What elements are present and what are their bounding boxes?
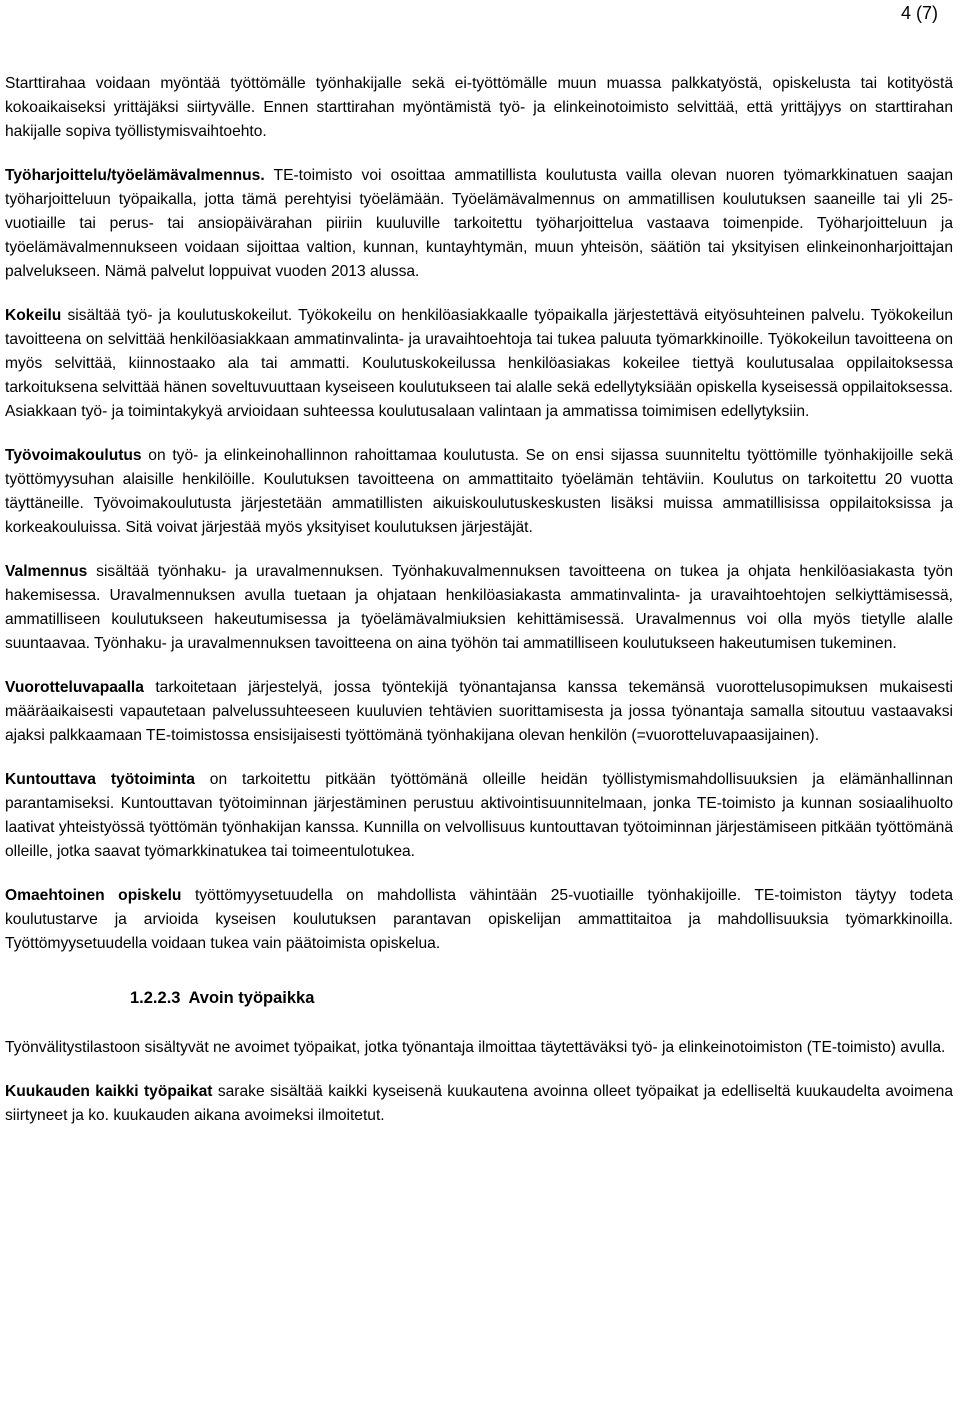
- paragraph-kokeilu: [5, 304, 953, 424]
- paragraph-kuukauden-tyopaikat: [5, 1080, 953, 1128]
- paragraph-tyoharjoittelu: [5, 164, 953, 284]
- paragraph-text: sarake sisältää kaikki kyseisenä kuukautena avoinna olleet työpaikat ja edelliseltä kuukaudelta avoimena siirtyneet ja ko. kuukauden aikana avoimeksi ilmoitetut.: [5, 1083, 953, 1124]
- paragraph-term: Valmennus: [5, 563, 88, 580]
- paragraph-text: on työ- ja elinkeinohallinnon rahoittamaa koulutusta. Se on ensi sijassa suunniteltu työttömille työnhakijoille sekä työttömyysuhan alaisille henkilöille. Koulutuksen tavoitteena on ammattitaito työelämän tehtäviin. Koulutus on tarkoitettu 20 vuotta täyttäneille. Työvoimakoulutusta järjestetään ammatillisten aikuiskoulutuskeskusten lisäksi muissa ammatillisissa oppilaitoksissa ja korkeakouluissa. Sitä voivat järjestää myös yksityiset koulutuksen järjestäjät.: [5, 447, 953, 536]
- paragraph-text: sisältää työ- ja koulutuskokeilut. Työkokeilu on henkilöasiakkaalle työpaikalla järjestettävä eityösuhteinen palvelu. Työkokeilun tavoitteena on selvittää henkilöasiakkaan ammatinvalinta- ja uravaihtoehtoja tai tukea paluuta työmarkkinoille. Työkokeilun tavoitteena on myös selvittää, kiinnostaako ala tai ammatti. Koulutuskokeilussa henkilöasiakas kokeilee tiettyä koulutusalaa oppilaitoksessa tarkoituksena selvittää hänen soveltuvuuttaan kyseiseen koulutukseen tai alalle sekä edellytyksiään opiskella kyseisessä oppilaitoksessa. Asiakkaan työ- ja toimintakykyä arvioidaan suhteessa koulutusalaan valintaan ja ammatissa toimimisen edellytyksiin.: [5, 307, 953, 420]
- paragraph-text: TE-toimisto voi osoittaa ammatillista koulutusta vailla olevan nuoren työmarkkinatuen saajan työharjoitteluun työpaikalla, jotta tämä perehtyisi työelämään. Työelämävalmennus on ammatillisen koulutuksen saaneille tai yli 25-vuotiaille tai perus- tai ansiopäivärahan piiriin kuuluville tarkoitettu työharjoittelua vastaava toimenpide. Työharjoitteluun ja työelämävalmennukseen voidaan sijoittaa valtion, kunnan, kuntayhtymän, muun yhteisön, säätiön tai yksityisen elinkeinonharjoittajan palvelukseen. Nämä palvelut loppuivat vuoden 2013 alussa.: [5, 167, 953, 280]
- paragraph-term: Vuorotteluvapaalla: [5, 679, 144, 696]
- paragraph-term: Omaehtoinen opiskelu: [5, 887, 182, 904]
- paragraph-text: sisältää työnhaku- ja uravalmennuksen. Työnhakuvalmennuksen tavoitteena on tukea ja ohjata henkilöasiakasta työn hakemisessa. Uravalmennuksen avulla tuetaan ja ohjataan henkilöasiakasta ammatinvalinta- ja uravaihtoehtojen selkiyttämisessä, ammatilliseen koulutukseen hakeutumisessa ja työelämävalmiuksien kehittämisessä. Uravalmennus voi olla myös tietylle alalle suuntaavaa. Työnhaku- ja uravalmennuksen tavoitteena on aina työhön tai ammatilliseen koulutukseen hakeutumisen tukeminen.: [5, 563, 953, 652]
- paragraph-term: Kuntouttava työtoiminta: [5, 771, 195, 788]
- paragraph-omaehtoinen-opiskelu: [5, 884, 953, 956]
- paragraph-text: tarkoitetaan järjestelyä, jossa työntekijä työnantajansa kanssa tekemänsä vuorottelusopimuksen mukaisesti määräaikaisesti vapautetaan palvelussuhteeseen kuuluvien tehtävien suorittamisesta ja jossa työnantaja samalla sitoutuu vastaavaksi ajaksi palkkaamaan TE-toimistossa ensisijaisesti työttömänä työnhakijana olevan henkilön (=vuorotteluvapaasijainen).: [5, 679, 953, 744]
- section-number: 1.2.2.3: [130, 989, 181, 1007]
- paragraph-vuorotteluvapaa: [5, 676, 953, 748]
- paragraph-term: Kokeilu: [5, 307, 62, 324]
- section-title: Avoin työpaikka: [188, 989, 315, 1007]
- paragraph-term: Työvoimakoulutus: [5, 447, 142, 464]
- document-body: [5, 72, 953, 1148]
- paragraph-kuntouttava-tyotoiminta: [5, 768, 953, 864]
- paragraph-text: on tarkoitettu pitkään työttömänä olleille heidän työllistymismahdollisuuksien ja elämänhallinnan parantamiseksi. Kuntouttavan työtoiminnan järjestäminen perustuu aktivointisuunnitelmaan, jonka TE-toimisto ja kunnan sosiaalihuolto laativat yhteistyössä työttömän työnhakijan kanssa. Kunnilla on velvollisuus kuntouttavan työtoiminnan järjestämiseen pitkään työttömänä olleille, jotka saavat työmarkkinatukea tai toimeentulotukea.: [5, 771, 954, 860]
- paragraph-starttiraha: [5, 72, 953, 144]
- paragraph-tyovoimakoulutus: [5, 444, 953, 540]
- paragraph-text: Starttirahaa voidaan myöntää työttömälle työnhakijalle sekä ei-työttömälle muun muassa palkkatyöstä, opiskelusta tai kotityöstä kokoaikaiseksi yrittäjäksi siirtyvälle. Ennen starttirahan myöntämistä työ- ja elinkeinotoimisto selvittää, että yrittäjyys on starttirahan hakijalle sopiva työllistymisvaihtoehto.: [5, 75, 953, 140]
- page-number: 4 (7): [900, 3, 938, 23]
- paragraph-text: Työnvälitystilastoon sisältyvät ne avoimet työpaikat, jotka työnantaja ilmoittaa täytettäväksi työ- ja elinkeinotoimiston (TE-toimisto) avulla.: [5, 1039, 946, 1056]
- paragraph-term: Kuukauden kaikki työpaikat: [5, 1083, 213, 1100]
- paragraph-text: työttömyysetuudella on mahdollista vähintään 25-vuotiaille työnhakijoille. TE-toimiston täytyy todeta koulutustarve ja arvioida kyseisen koulutuksen parantavan opiskelijan ammattitaitoa ja mahdollisuuksia työmarkkinoilla. Työttömyysetuudella voidaan tukea vain päätoimista opiskelua.: [5, 887, 954, 952]
- section-heading: [130, 986, 953, 1010]
- paragraph-term: Työharjoittelu/työelämävalmennus.: [5, 167, 265, 184]
- paragraph-valmennus: [5, 560, 953, 656]
- paragraph-tyonvalitystilasto: [5, 1036, 953, 1060]
